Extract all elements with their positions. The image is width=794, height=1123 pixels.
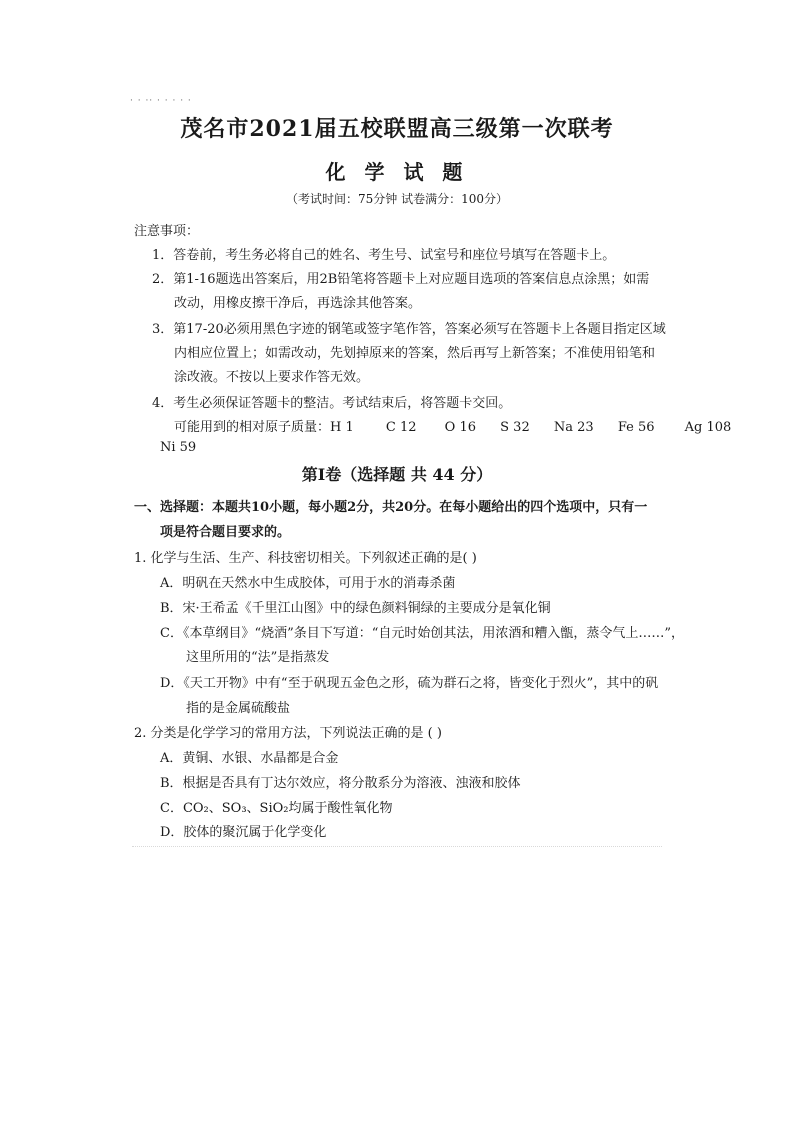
atomic-mass-na: Na 23: [553, 420, 594, 435]
notice-item-1: 1．答卷前，考生务必将自己的姓名、考生号、试室号和座位号填写在答题卡上。: [152, 248, 616, 263]
question-1-option-a: A．明矾在天然水中生成胶体，可用于水的消毒杀菌: [160, 576, 456, 591]
question-2-option-b: B．根据是否具有丁达尔效应，将分散系分为溶液、浊液和胶体: [160, 776, 521, 791]
exam-title: 茂名市2021届五校联盟高三级第一次联考: [180, 116, 614, 142]
question-2-option-d: D．胶体的聚沉属于化学变化: [160, 825, 327, 840]
atomic-mass-fe: Fe 56: [617, 420, 655, 435]
atomic-masses-label: 可能用到的相对原子质量：H 1: [174, 420, 354, 435]
atomic-mass-ni: Ni 59: [160, 440, 197, 455]
scan-divider: [132, 846, 662, 847]
scan-speckles: · · ·· · · · · ·: [130, 96, 192, 106]
notice-item-2-line-1: 2．第1-16题选出答案后，用2B铅笔将答题卡上对应题目选项的答案信息点涂黑；如需: [152, 272, 650, 287]
notice-item-3-line-1: 3．第17-20必须用黑色字迹的钢笔或签字笔作答，答案必须写在答题卡上各题目指定区域: [152, 322, 666, 337]
atomic-mass-ag: Ag 108: [684, 420, 732, 435]
atomic-masses-line: [174, 416, 731, 435]
atomic-mass-c: C 12: [385, 420, 417, 435]
question-2-option-a: A．黄铜、水银、水晶都是合金: [160, 751, 339, 766]
question-1-option-c-line-1: C．《本草纲目》“烧酒”条目下写道：“自元时始创其法，用浓酒和糟入甑，蒸令气上……”，: [160, 626, 685, 641]
question-2-option-c: C．CO₂、SO₃、SiO₂均属于酸性氧化物: [160, 801, 393, 816]
question-1-option-b: B．宋·王希孟《千里江山图》中的绿色颜料铜绿的主要成分是氧化铜: [160, 601, 551, 616]
question-1-option-d-line-2: 指的是金属硫酸盐: [186, 701, 291, 716]
exam-time-info: （考试时间：75分钟 试卷满分：100分）: [286, 192, 508, 206]
notice-heading: 注意事项：: [134, 224, 200, 239]
notice-item-2-line-2: 改动，用橡皮擦干净后，再选涂其他答案。: [174, 296, 422, 311]
question-1-option-c-line-2: 这里所用的“法”是指蒸发: [186, 650, 330, 665]
atomic-mass-o: O 16: [444, 420, 476, 435]
notice-item-3-line-3: 涂改液。不按以上要求作答无效。: [174, 370, 370, 385]
section-instructions-line-1: 一、选择题：本题共10小题，每小题2分，共20分。在每小题给出的四个选项中，只有一: [134, 500, 648, 515]
question-1-option-d-line-1: D．《天工开物》中有“至于矾现五金色之形，硫为群石之将，皆变化于烈火”，其中的矾: [160, 676, 659, 691]
question-1-stem: 1. 化学与生活、生产、科技密切相关。下列叙述正确的是( ): [134, 551, 477, 566]
section-instructions-line-2: 项是符合题目要求的。: [160, 525, 291, 540]
notice-item-4: 4．考生必须保证答题卡的整洁。考试结束后，将答题卡交回。: [152, 396, 512, 411]
notice-item-3-line-2: 内相应位置上；如需改动，先划掉原来的答案，然后再写上新答案；不准使用铅笔和: [174, 346, 656, 361]
question-2-stem: 2. 分类是化学学习的常用方法，下列说法正确的是 ( ): [134, 726, 442, 741]
subject-title: 化 学 试 题: [325, 160, 469, 184]
atomic-mass-s: S 32: [500, 420, 530, 435]
section-heading: 第Ⅰ卷（选择题 共 44 分）: [301, 465, 493, 484]
